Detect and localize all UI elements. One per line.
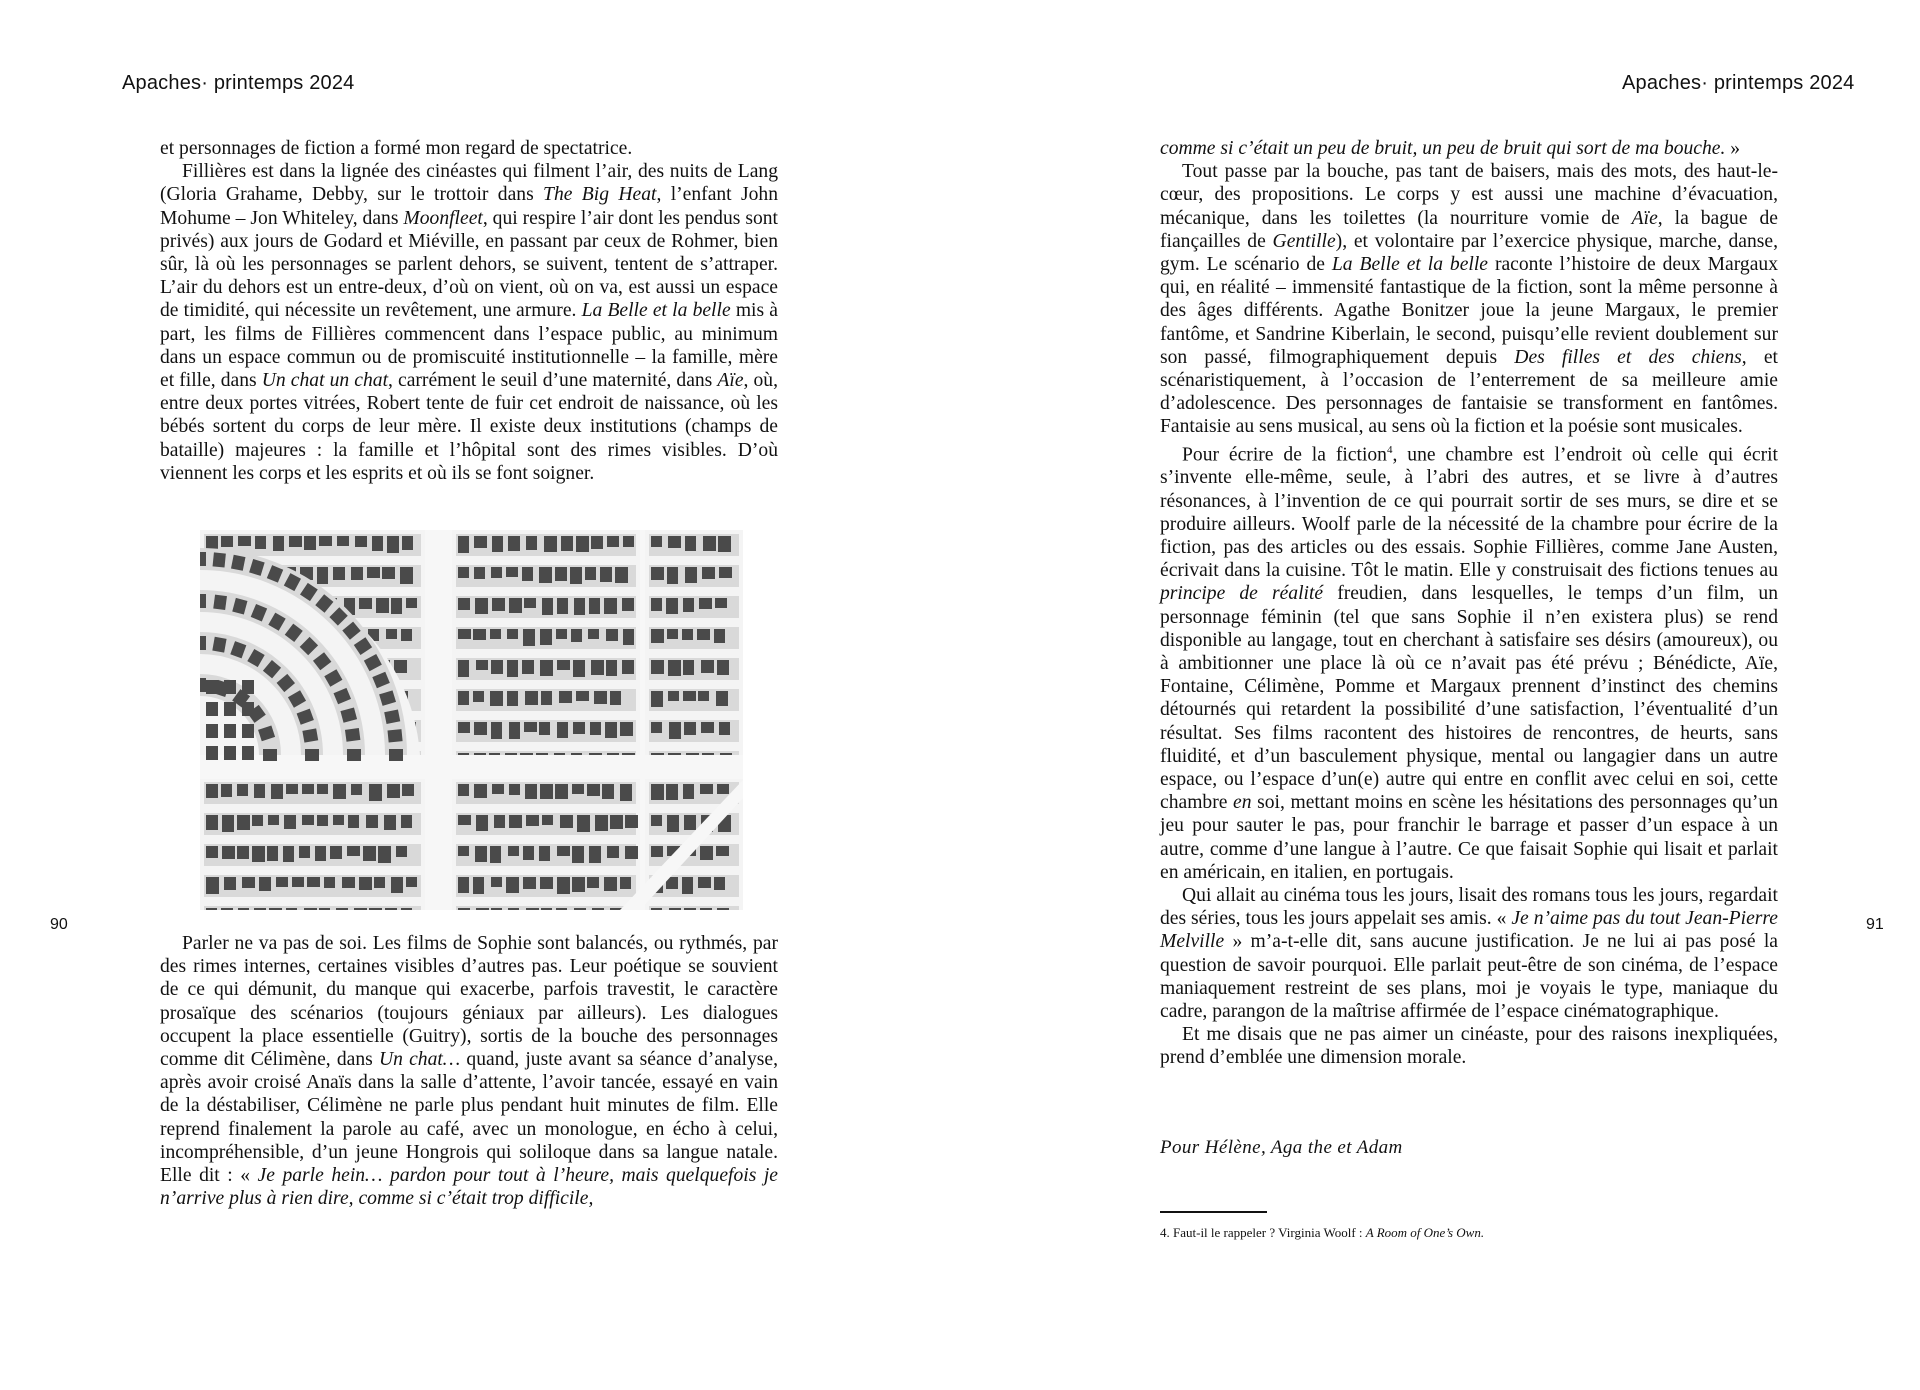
footnote-rule: [1160, 1211, 1267, 1213]
footnote-marker: 4: [1386, 443, 1393, 456]
page-number-right: 91: [1866, 916, 1884, 933]
paragraph: Fillières est dans la lignée des cinéastes qui filment l’air, des nuits de Lang (Gloria Grahame, Debby, sur le trottoir dans The Big Heat, l’enfant John Mohume – Jon Whiteley, dans Moonfleet, qui respire l’air dont les pendus sont privés) aux jours de Godard et Miéville, en passant par ceux de Rohmer, bien sûr, là où les personnages se parlent dehors, se suivent, tentent de s’attraper. L’air du dehors est un entre-deux, d’où on vient, où on va, est aussi un espace de timidité, qui nécessite un revêtement, une armure. La Belle et la belle mis à part, les films de Fillières commencent dans l’espace public, au minimum dans un espace commun ou de promiscuité institutionnelle – la famille, mère et fille, dans Un chat un chat, carrément le seuil d’une maternité, dans Aïe, où, entre deux portes vitrées, Robert tente de fuir cet endroit de naissance, où les bébés sortent du corps de leur mère. Il existe deux institutions (champs de bataille) majeures : la famille et l’hôpital sont des rimes visibles. D’où viennent les corps et les esprits et où ils se font soigner.: [160, 161, 779, 484]
aerial-city-blocks-map: [200, 530, 743, 910]
left-column-bottom: [160, 932, 778, 1210]
page-number-left: 90: [50, 916, 68, 933]
dedication: Pour Hélène, Aga the et Adam: [1160, 1137, 1403, 1158]
paragraph: Parler ne va pas de soi. Les films de Sophie sont balancés, ou rythmés, par des rimes internes, certaines visibles d’autres pas. Leur poétique se souvient de ce qui démunit, du manque qui exacerbe, parfois travestit, le caractère prosaïque des scénarios (toujours géniaux par ailleurs). Les dialogues occupent la place essentielle (Guitry), sortis de la bouche des personnages comme dit Célimène, dans Un chat… quand, juste avant sa séance d’analyse, après avoir croisé Anaïs dans la salle d’attente, l’avoir tancée, essayé en vain de la déstabiliser, Célimène ne parle plus pendant huit minutes de film. Elle reprend finalement la parole au café, avec un monologue, en écho à celui, incompréhensible, d’un jeune Hongrois qui soliloque dans sa langue natale. Elle dit : « Je parle hein… pardon pour tout à l’heure, mais quelquefois je n’arrive plus à rien dire, comme si c’était trop difficile,: [160, 933, 779, 1210]
paragraph: et personnages de fiction a formé mon regard de spectatrice.: [160, 138, 633, 159]
paragraph: comme si c’était un peu de bruit, un peu de bruit qui sort de ma bouche. »: [1160, 138, 1741, 159]
left-column-top: [160, 137, 778, 485]
running-header-left: Apaches· printemps 2024: [122, 72, 355, 94]
footnote: 4. Faut-il le rappeler ? Virginia Woolf : A Room of One’s Own.: [1160, 1225, 1485, 1240]
right-column: [1160, 137, 1778, 1070]
running-header-right: Apaches· printemps 2024: [1622, 72, 1855, 94]
paragraph: Pour écrire de la fiction$^4$, une chambre est l’endroit où celle qui écrit s’invente elle-même, seule, à l’abri des autres, et se livre à d’autres résonances, à l’invention de ce qui pourrait sortir de ses murs, se dire et se produire ailleurs. Woolf parle de la nécessité de la chambre pour écrire de la fiction, pas des articles ou des essais. Sophie Fillières, comme Jane Austen, écrivait dans la cuisine. Tôt le matin. Elle y construisait des fictions tenues au principe de réalité freudien, dans lesquelles, le temps d’un film, un personnage féminin (tel que sans Sophie il n’en existera plus) se rend disponible au langage, tout en cherchant à satisfaire ses désirs (amoureux), ou à ambitionner une place là où ce n’avait pas été prévu ; Bénédicte, Aïe, Fontaine, Célimène, Pomme et Margaux prennent d’instinct des chemins détournés qui retardent la possibilité d’une satisfaction, l’éventualité d’un résultat. Ses films racontent des histoires de rencontres, de heurts, sans fluidité, et d’un basculement physique, mental ou langagier dans un autre espace, ou l’espace d’un(e) autre qui entre en conflit avec celui en soi, cette chambre en soi, mettant moins en scène les hésitations des personnages qu’un jeu pour sauter le pas, pour franchir le barrage et passer d’un espace à un autre, comme d’une langue à l’autre. Ce que faisait Sophie qui lisait et parlait en américain, en italien, en portugais.: [1160, 443, 1779, 883]
paragraph: Tout passe par la bouche, pas tant de baisers, mais des mots, des haut-le-cœur, des propositions. Le corps y est aussi une machine d’évacuation, mécanique, dans les toilettes (la nourriture vomie de Aïe, la bague de fiançailles de Gentille), et volontaire par l’exercice physique, marche, danse, gym. Le scénario de La Belle et la belle raconte l’histoire de deux Margaux qui, en réalité – immensité fantastique de la fiction, sont la même personne à des âges différents. Agathe Bonitzer joue la jeune Margaux, le premier fantôme, et Sandrine Kiberlain, le second, puisqu’elle revient doublement sur son passé, filmographiquement depuis Des filles et des chiens, et scénaristiquement, à l’occasion de l’enterrement de sa meilleure amie d’adolescence. Des personnages de fantaisie se transforment en fantômes. Fantaisie au sens musical, au sens où la fiction et la poésie sont musicales.: [1160, 161, 1779, 438]
paragraph: Et me disais que ne pas aimer un cinéaste, pour des raisons inexpliquées, prend d’emblée une dimension morale.: [1160, 1024, 1778, 1069]
paragraph: Qui allait au cinéma tous les jours, lisait des romans tous les jours, regardait des séries, tous les jours appelait ses amis. « Je n’aime pas du tout Jean-Pierre Melville » m’a-t-elle dit, sans aucune justification. Je ne lui ai pas posé la question de savoir pourquoi. Elle parlait peut-être de son cinéma, de l’espace maniaquement restreint de ses plans, moi je voyais le type, maniaque du cadre, parangon de la maîtrise affirmée de l’espace cinématographique.: [1160, 885, 1778, 1023]
